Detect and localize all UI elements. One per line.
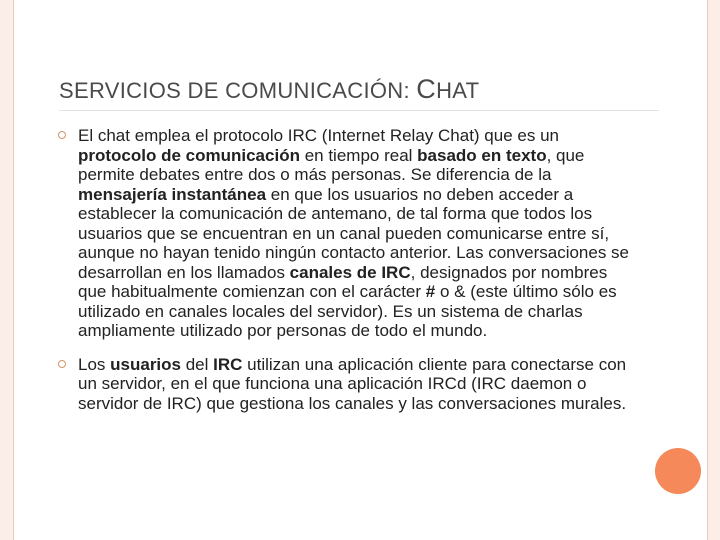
bold-text: canales de IRC — [289, 262, 411, 282]
bold-text: mensajería instantánea — [78, 184, 267, 204]
title-part-2: HAT — [436, 78, 480, 103]
body-text: o & (este último sólo es utilizado en canales locales del servidor). Es un sistema de charlas ampliamente utilizado por personas de todo el mundo. — [78, 282, 617, 340]
body-text: Los — [78, 354, 111, 374]
body-text: , que permite debates entre dos o más personas. Se diferencia de la — [78, 145, 585, 184]
bold-text: # — [425, 282, 436, 301]
bold-text: IRC — [213, 354, 243, 374]
body-text: utilizan una aplicación cliente para conectarse con un servidor, en el que funciona una aplicación IRCd (IRC daemon o servidor de IRC) que gestiona los canales y las conversaciones murales. — [78, 354, 627, 413]
bullet-circle-icon — [58, 360, 66, 368]
body-text: en que los usuarios no deben acceder a establecer la comunicación de antemano, de tal forma que todos los usuarios que se encuentran en un canal pueden comunicarse entre sí, aunque no hayan tenido ningún contacto anterior. Las conversaciones se desarrollan en los llamados — [78, 184, 630, 282]
bullet-item — [54, 355, 634, 414]
title-part-1: SERVICIOS DE COMUNICACIÓN: — [59, 78, 417, 103]
bold-text: usuarios — [110, 354, 181, 374]
title-divider — [59, 110, 659, 111]
bold-text: protocolo de comunicación — [78, 145, 300, 165]
body-text: en tiempo real — [299, 145, 418, 165]
title-cap-letter: C — [416, 74, 437, 104]
body-text: del — [181, 354, 214, 374]
body-text: El chat emplea el protocolo IRC (Internet Relay Chat) que es un — [78, 126, 559, 145]
bullet-item — [54, 126, 634, 341]
decorative-orange-circle — [655, 448, 701, 494]
body-text: , designados por nombres que habitualmente comienzan con el carácter — [78, 262, 608, 301]
bullet-list — [54, 126, 634, 427]
slide-title — [59, 74, 479, 105]
bold-text: basado en texto — [417, 145, 547, 165]
slide — [13, 0, 708, 540]
bullet-circle-icon — [58, 131, 66, 139]
